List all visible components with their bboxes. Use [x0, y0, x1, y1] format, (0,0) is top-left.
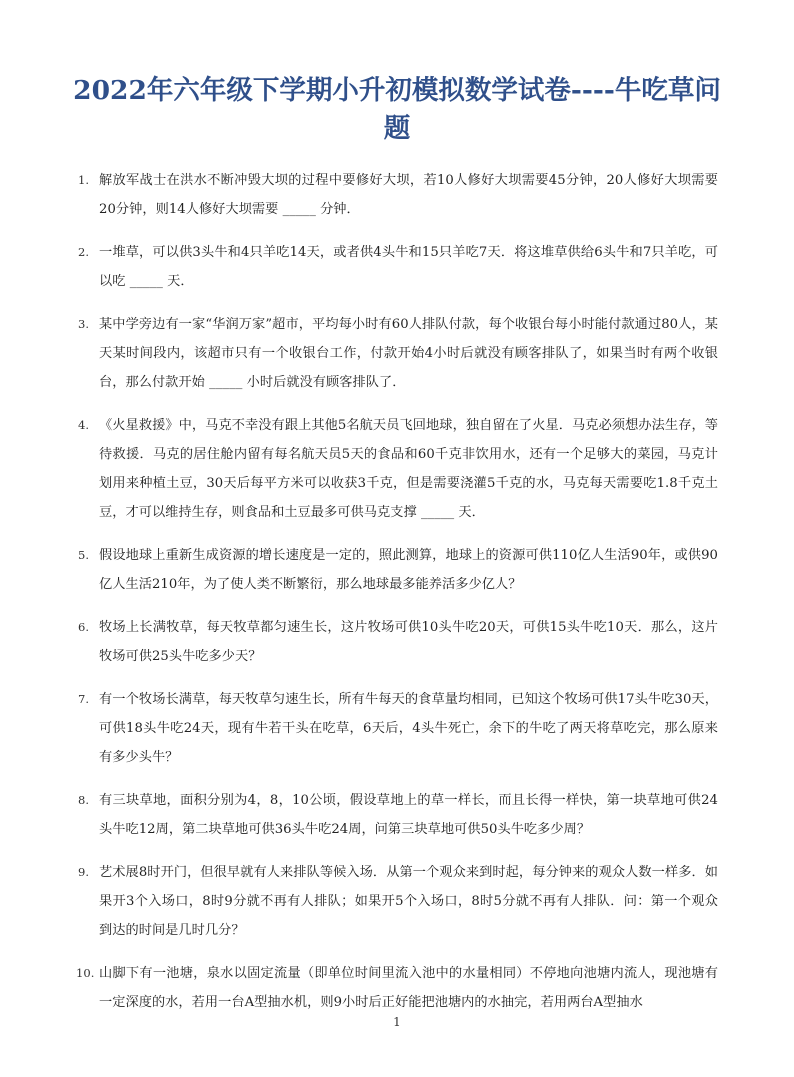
question-text: 某中学旁边有一家“华润万家”超市，平均每小时有60人排队付款，每个收银台每小时能付款通过80人，某天某时间段内，该超市只有一个收银台工作，付款开始4小时后就没有顾客排队了，如果当时有两个收银台，那么付款开始 _____ 小时后就没有顾客排队了． — [99, 317, 718, 390]
question-list — [78, 166, 718, 1031]
question-number: 9. — [78, 865, 90, 879]
question-number: 4. — [78, 418, 90, 432]
question-number: 3. — [78, 317, 90, 331]
question-text: 山脚下有一池塘，泉水以固定流量（即单位时间里流入池中的水量相同）不停地向池塘内流人，现池塘有一定深度的水，若用一台A型抽水机，则9小时后正好能把池塘内的水抽完，若用两台A型抽水 — [99, 966, 718, 1010]
question-text: 艺术展8时开门，但很早就有人来排队等候入场．从第一个观众来到时起，每分钟来的观众人数一样多．如果开3个入场口，8时9分就不再有人排队；如果开5个入场口，8时5分就不再有人排队．问：第一个观众到达的时间是几时几分？ — [99, 865, 718, 938]
question-item — [78, 858, 718, 945]
question-text: 牧场上长满牧草，每天牧草都匀速生长，这片牧场可供10头牛吃20天，可供15头牛吃10天．那么，这片牧场可供25头牛吃多少天？ — [99, 620, 718, 664]
question-text: 有三块草地，面积分别为4，8，10公顷，假设草地上的草一样长，而且长得一样快，第一块草地可供24头牛吃12周，第二块草地可供36头牛吃24周，问第三块草地可供50头牛吃多少周？ — [99, 793, 718, 837]
question-text: 假设地球上重新生成资源的增长速度是一定的，照此测算，地球上的资源可供110亿人生活90年，或供90亿人生活210年，为了使人类不断繁衍，那么地球最多能养活多少亿人？ — [99, 548, 718, 592]
question-item — [78, 613, 718, 671]
question-item — [78, 541, 718, 599]
question-item — [78, 411, 718, 527]
question-item — [78, 166, 718, 224]
question-number: 5. — [78, 548, 90, 562]
question-item — [78, 310, 718, 397]
page-number: 1 — [393, 1015, 401, 1029]
question-number: 7. — [78, 692, 90, 706]
question-number: 1. — [78, 173, 90, 187]
document-title: 2022年六年级下学期小升初模拟数学试卷----牛吃草问题 — [73, 75, 721, 144]
question-item — [78, 685, 718, 772]
question-item — [78, 959, 718, 1017]
question-text: 《火星救援》中，马克不幸没有跟上其他5名航天员飞回地球，独自留在了火星．马克必须想办法生存，等待救援．马克的居住舱内留有每名航天员5天的食品和60千克非饮用水，还有一个足够大的菜园，马克计划用来种植土豆，30天后每平方米可以收获3千克，但是需要浇灌5千克的水，马克每天需要吃1.8千克土豆，才可以维持生存，则食品和土豆最多可供马克支撑 _____ 天． — [99, 418, 718, 520]
question-text: 解放军战士在洪水不断冲毁大坝的过程中要修好大坝，若10人修好大坝需要45分钟，20人修好大坝需要20分钟，则14人修好大坝需要 _____ 分钟． — [99, 173, 718, 217]
question-number: 6. — [78, 620, 90, 634]
question-text: 一堆草，可以供3头牛和4只羊吃14天，或者供4头牛和15只羊吃7天．将这堆草供给6头牛和7只羊吃，可以吃 _____ 天． — [99, 245, 718, 289]
question-text: 有一个牧场长满草，每天牧草匀速生长，所有牛每天的食草量均相同，已知这个牧场可供17头牛吃30天，可供18头牛吃24天，现有牛若干头在吃草，6天后，4头牛死亡，余下的牛吃了两天将草吃完，那么原来有多少头牛？ — [99, 692, 718, 765]
question-number: 10. — [76, 966, 95, 980]
question-number: 8. — [78, 793, 90, 807]
question-item — [78, 786, 718, 844]
question-item — [78, 238, 718, 296]
question-number: 2. — [78, 245, 90, 259]
